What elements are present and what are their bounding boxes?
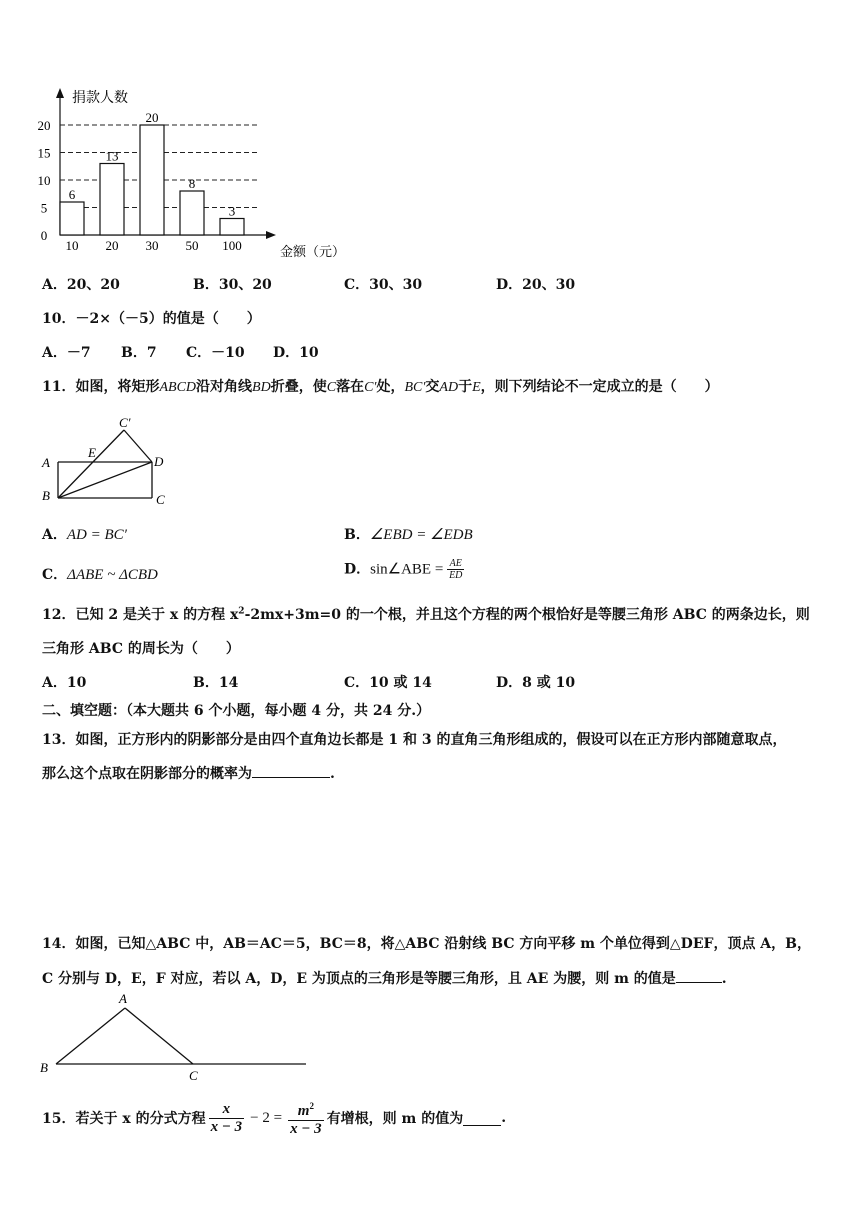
q11-math: E [472,380,481,395]
q12-option-c: C．10 或 14 [344,675,432,691]
y-tick-label: 15 [37,145,51,161]
q9-option-c: C．30、30 [344,277,423,293]
q11-math: AD [439,380,459,395]
answer-blank[interactable] [463,1111,501,1126]
q10-option-a: A．－7 [42,345,91,361]
fraction-x-over-x-minus-3 [209,1101,245,1136]
q11-text: 于 [458,379,473,395]
segment-c-prime-d [124,430,152,462]
section-title-fill-in: 二、填空题：（本大题共 6 个小题，每小题 4 分，共 24 分.） [42,703,431,719]
q11-text: ，则下列结论不一定成立的是（ ） [480,379,719,395]
fraction-numerator: m [297,1103,310,1119]
label-a: A [119,991,127,1006]
q11-folded-rectangle-figure [36,414,186,506]
q11-math: ABCD [159,380,197,395]
bar [180,191,204,235]
q11-text: 沿对角线 [196,379,253,395]
option-math: ΔABE ~ ΔCBD [67,567,158,583]
q11-text: 交 [425,379,440,395]
option-math: sin∠ABE = [370,561,448,578]
label-c: C [189,1068,198,1083]
bar-value-label: 3 [228,203,236,219]
bar-value-label: 13 [105,148,119,164]
q10-option-d: D．10 [273,345,319,361]
fraction-numerator: AE [447,558,464,570]
option-label: B． [344,527,370,543]
fraction-denominator: ED [449,570,463,581]
q10-option-b: B．7 [121,345,157,361]
q11-option-c [42,564,158,584]
q11-text: 处， [376,379,405,395]
bar-value-label: 6 [68,187,76,202]
bar [140,125,164,235]
option-math: ∠EBD = ∠EDB [369,527,473,543]
q9-option-a: A．20、20 [42,277,120,293]
q14-triangle-figure [36,988,316,1086]
segment-ab [56,1008,125,1064]
x-tick-label: 20 [105,238,119,253]
q9-option-d: D．20、30 [496,277,576,293]
x-axis-title: 金额（元） [280,244,346,259]
q10-option-c: C．－10 [186,345,245,361]
x-tick-label: 50 [185,238,199,253]
q11-stem [42,376,719,396]
option-label: D． [344,561,371,578]
q15-stem [42,1098,506,1138]
y-axis-title: 捐款人数 [72,91,128,106]
q11-math: C′ [364,380,377,395]
x-axis-arrow [266,231,276,239]
q10-stem: 10．－2×（－5）的值是（ ） [42,311,261,327]
q14-text: C 分别与 D，E，F 对应，若以 A，D，E 为顶点的三角形是等腰三角形，且 AE 为腰，则 m 的值是 [42,971,676,987]
y-tick-label: 10 [37,173,51,188]
q12-text: -2mx+3m=0 的一个根，并且这个方程的两个根恰好是等腰三角形 ABC 的两条边长，则 [244,607,810,623]
q12-stem-line2: 三角形 ABC 的周长为（ ） [42,641,240,657]
bar-value-label: 20 [145,110,159,125]
option-label: C． [42,567,68,583]
q14-stem-line1: 14．如图，已知△ABC 中，AB＝AC＝5，BC＝8，将△ABC 沿射线 BC 方向平移 m 个单位得到△DEF，顶点 A，B， [42,936,812,952]
q13-text: 那么这个点取在阴影部分的概率为 [42,766,252,782]
fraction-denominator: x − 3 [290,1121,322,1137]
superscript: 2 [238,606,245,617]
q11-option-d [344,558,464,581]
fraction-denominator: x − 3 [210,1118,243,1135]
q11-text: 11．如图，将矩形 [42,379,160,395]
superscript: 2 [309,1101,314,1111]
q15-math: − 2 = [250,1109,283,1126]
x-tick-label: 100 [222,238,242,253]
q15-text: 15．若关于 x 的分式方程 [42,1111,206,1127]
segment-ac [125,1008,193,1064]
q11-option-b [344,524,473,544]
q13-text: . [330,766,335,782]
q11-math: BC′ [404,380,426,395]
q11-option-a [42,524,127,544]
q11-text: 落在 [336,379,365,395]
q11-math: C [326,380,337,395]
q15-text: 有增根，则 m 的值为 [326,1111,464,1127]
label-d: D [154,454,164,469]
bar-value-label: 8 [188,176,196,191]
label-b: B [40,1060,48,1075]
label-e: E [88,445,96,460]
fraction-ae-ed [447,558,464,581]
x-tick-label: 10 [65,238,79,253]
bar [60,202,84,235]
fraction-m2-over-x-minus-3 [288,1098,324,1138]
label-c: C [156,492,165,506]
bar [100,164,124,236]
answer-blank[interactable] [252,763,330,778]
q12-option-a: A．10 [42,675,87,691]
q13-stem-line2 [42,763,335,783]
q14-text: . [721,971,727,987]
q12-text: 12．已知 2 是关于 x 的方程 x [42,607,239,623]
q9-option-b: B．30、20 [193,277,272,293]
label-c-prime: C′ [119,415,131,430]
q11-text: 折叠，使 [270,379,327,395]
donation-bar-chart [30,80,360,270]
y-tick-label: 5 [40,200,48,216]
y-tick-label: 20 [37,118,51,133]
y-tick-label: 0 [40,228,48,243]
label-a: A [42,455,50,470]
option-math: AD = BC′ [66,527,127,543]
q12-stem-line1 [42,604,810,624]
segment-bd [58,462,152,498]
q12-option-b: B．14 [193,675,239,691]
bar [220,219,244,236]
answer-blank[interactable] [676,968,722,983]
fraction-numerator: x [209,1101,245,1119]
x-tick-label: 30 [145,238,159,253]
option-label: A． [42,527,67,543]
segment-bc-prime [58,430,124,498]
label-b: B [42,488,50,503]
y-axis-arrow [56,88,64,98]
q11-math: BD [252,380,271,395]
q14-stem-line2 [42,968,727,988]
q13-stem-line1: 13．如图，正方形内的阴影部分是由四个直角边长都是 1 和 3 的直角三角形组成的，假设可以在正方形内部随意取点， [42,732,787,748]
q12-option-d: D．8 或 10 [496,675,576,691]
q15-text: . [501,1110,507,1126]
